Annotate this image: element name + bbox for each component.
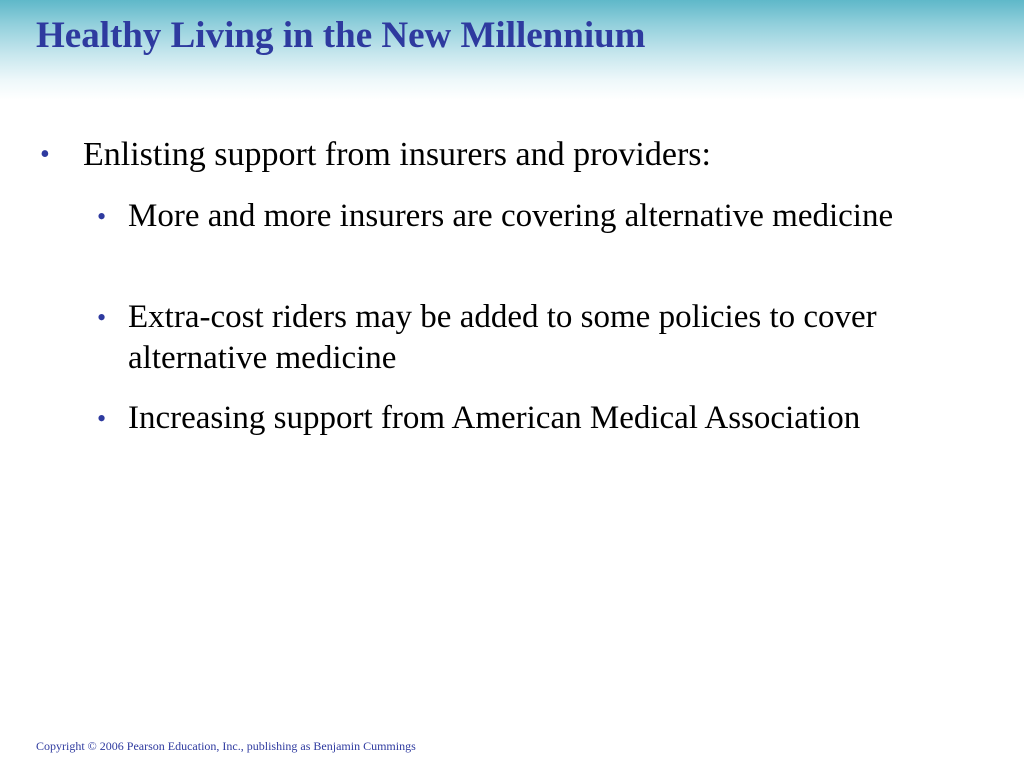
bullet-text: Enlisting support from insurers and providers: [83, 136, 711, 173]
slide-title: Healthy Living in the New Millennium [36, 15, 646, 56]
sub-bullet-text: Extra-cost riders may be added to some policies to cover alternative medicine [128, 299, 877, 376]
sub-bullet-text: More and more insurers are covering alternative medicine [128, 198, 894, 234]
sub-bullet-marker: • [97, 404, 107, 433]
copyright-footer: Copyright © 2006 Pearson Education, Inc., publishing as Benjamin Cummings [36, 739, 416, 753]
sub-bullet-marker: • [97, 303, 107, 332]
bullet-marker: • [40, 139, 50, 170]
sub-bullet-marker: • [97, 202, 107, 231]
sub-bullet-text: Increasing support from American Medical Association [128, 400, 861, 436]
